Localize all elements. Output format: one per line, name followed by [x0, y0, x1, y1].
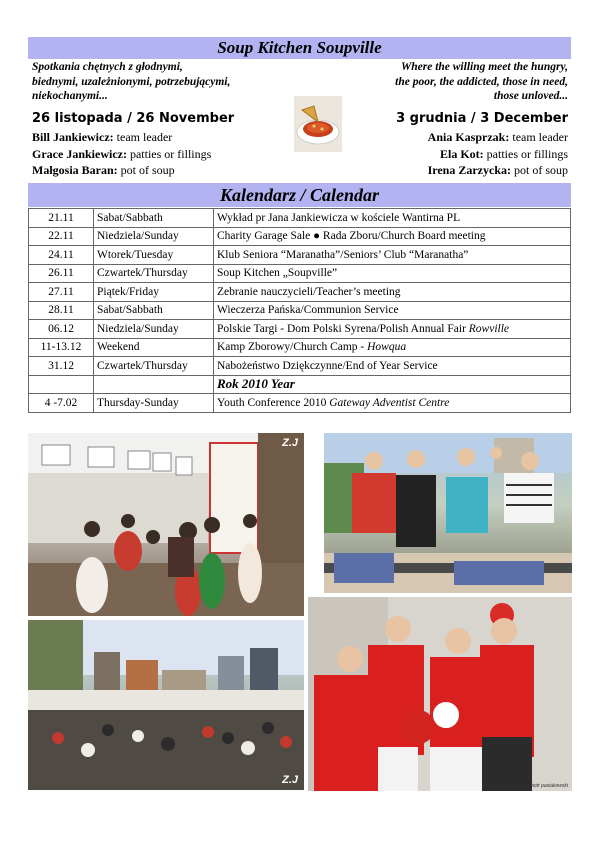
calendar-title: Kalendarz / Calendar: [28, 183, 571, 207]
table-row: 28.11 Sabat/Sabbath Wieczerza Pańska/Communion Service: [29, 301, 571, 320]
team-photo: [308, 597, 572, 791]
table-row: 06.12 Niedziela/Sunday Polskie Targi - Dom Polski Syrena/Polish Annual Fair Rowville: [29, 320, 571, 339]
fair-stand-photo: [28, 433, 304, 616]
photo-credit: piotr pasiakowski: [529, 783, 568, 789]
team-member: Bill Jankiewicz: team leader: [32, 130, 173, 144]
table-row: 26.11 Czwartek/Thursday Soup Kitchen „Soupville”: [29, 264, 571, 283]
team-date-left: 26 listopada / 26 November: [32, 111, 235, 126]
soup-bowl-image: [294, 96, 342, 152]
team-list-left: [32, 129, 211, 179]
team-list-right: [428, 129, 568, 179]
year-heading-row: [29, 375, 571, 394]
table-row: 31.12 Czwartek/Thursday Nabożeństwo Dziękczynne/End of Year Service: [29, 357, 571, 376]
book-table-photo: [324, 433, 572, 593]
team-member: Irena Zarzycka: pot of soup: [427, 163, 568, 177]
intro-line: niekochanymi...: [32, 90, 108, 102]
table-row: 4 -7.02 Thursday-Sunday Youth Conference 2010 Gateway Adventist Centre: [29, 394, 571, 413]
team-date-right: 3 grudnia / 3 December: [396, 111, 568, 126]
team-member: Grace Jankiewicz: patties or fillings: [32, 146, 212, 161]
photo-mark: Z.J: [282, 437, 298, 449]
team-member: Małgosia Baran: pot of soup: [32, 163, 175, 177]
table-row: 21.11 Sabat/Sabbath Wykład pr Jana Jankiewicza w kościele Wantirna PL: [29, 209, 571, 228]
table-row: 22.11 Niedziela/Sunday Charity Garage Sale ● Rada Zboru/Church Board meeting: [29, 227, 571, 246]
intro-line: biednymi, uzależnionymi, potrzebującymi,: [32, 75, 231, 88]
calendar-table: [28, 208, 571, 413]
intro-polish: [32, 60, 282, 104]
team-member: Ela Kot: patties or fillings: [440, 146, 568, 161]
team-member: Ania Kasprzak: team leader: [427, 130, 568, 144]
page-title: Soup Kitchen Soupville: [28, 37, 571, 59]
intro-line: the poor, the addicted, those in need,: [395, 75, 568, 88]
intro-line: Spotkania chętnych z głodnymi,: [32, 61, 183, 73]
table-row: 11-13.12 Weekend Kamp Zborowy/Church Camp - Howqua: [29, 338, 571, 357]
photo-mark: Z.J: [282, 774, 298, 786]
intro-line: Where the willing meet the hungry,: [401, 61, 568, 73]
table-row: 24.11 Wtorek/Tuesday Klub Seniora “Maranatha”/Seniors’ Club “Maranatha”: [29, 246, 571, 265]
crowd-photo: [28, 620, 304, 790]
intro-english: [348, 60, 568, 104]
intro-line: those unloved...: [493, 90, 568, 102]
year-heading: Rok 2010 Year: [214, 375, 571, 394]
table-row: 27.11 Piątek/Friday Zebranie nauczycieli/Teacher’s meeting: [29, 283, 571, 302]
